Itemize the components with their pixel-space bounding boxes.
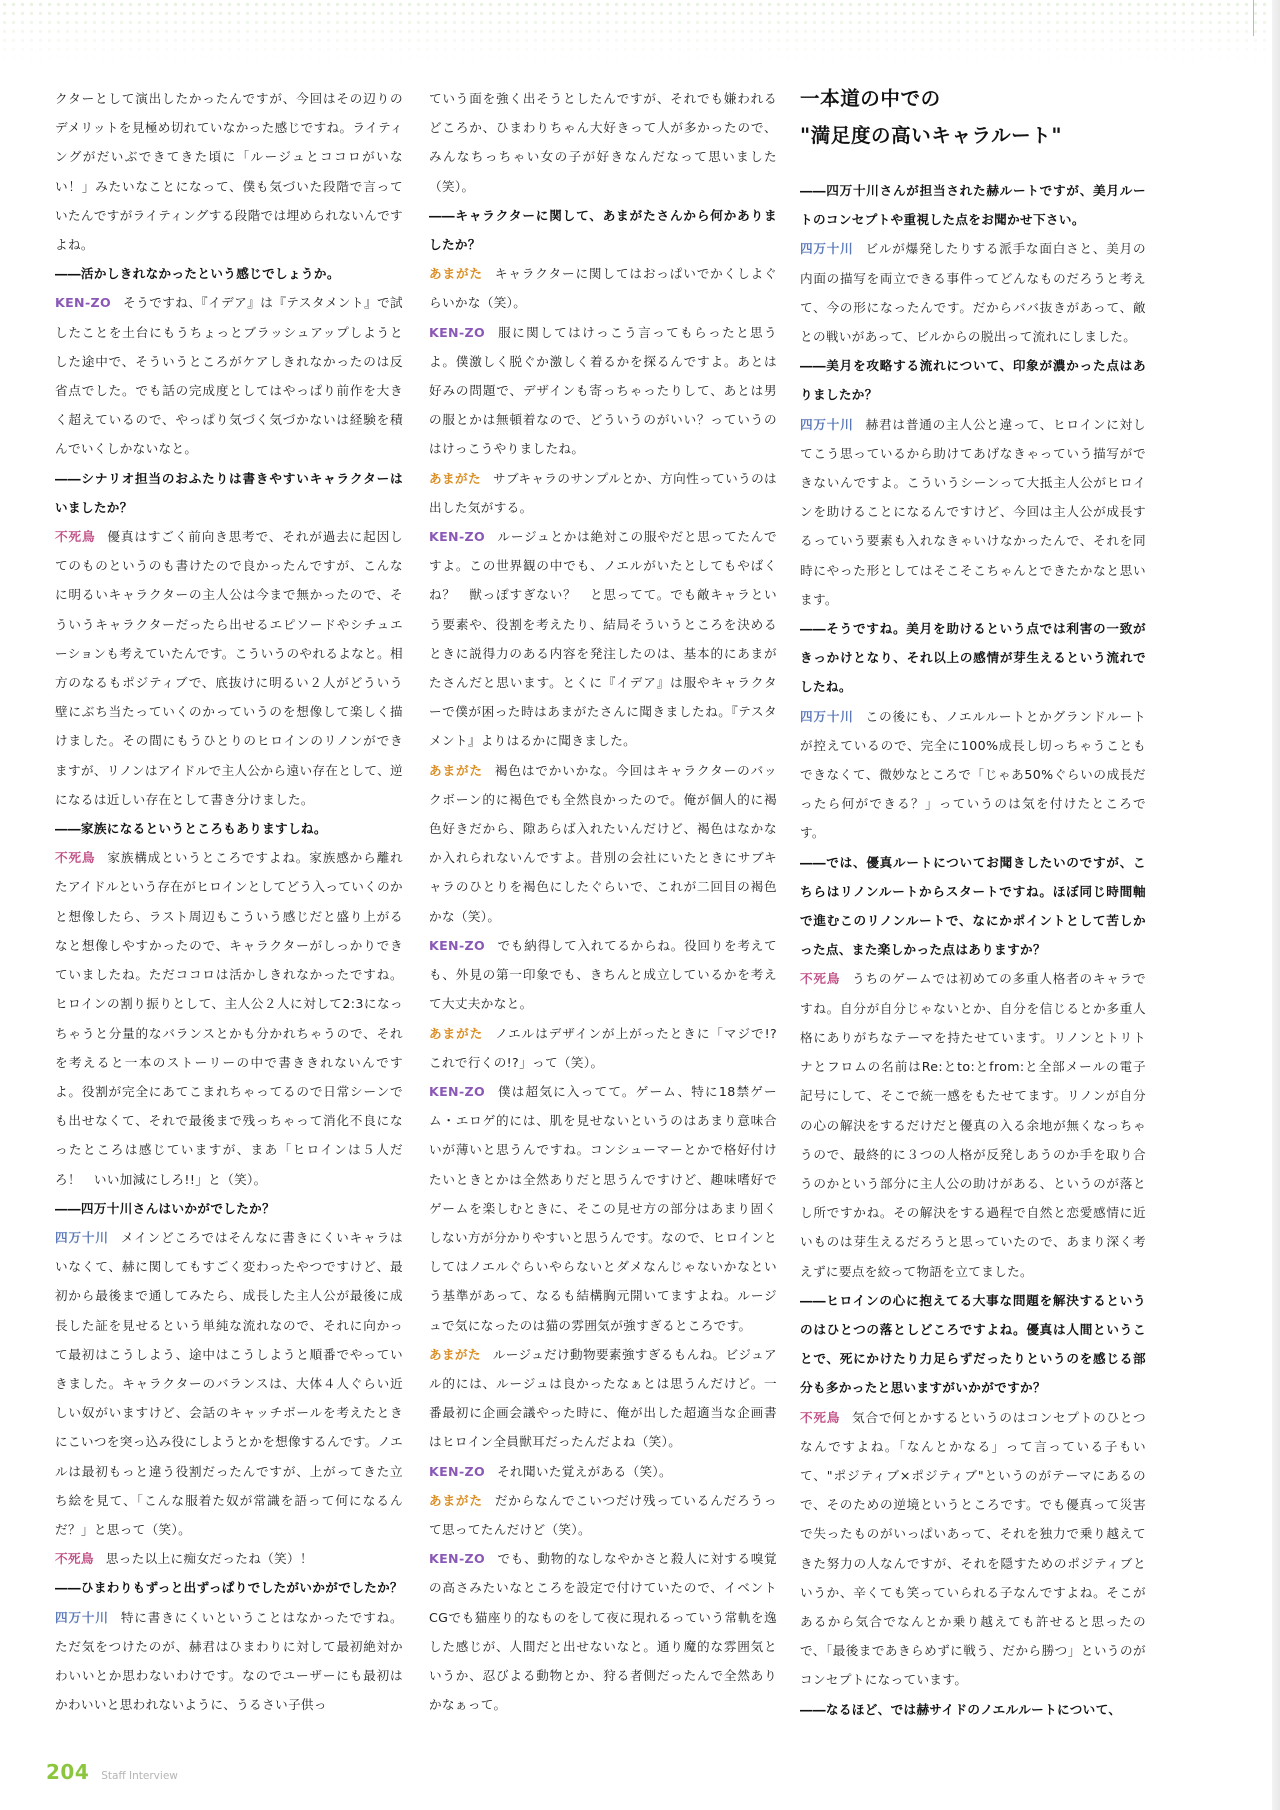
speaker-label: 不死鳥: [800, 1409, 841, 1425]
answer-text: でも納得して入れてるからね。役回りを考えても、外見の第一印象でも、きちんと成立しているかを考えて大丈夫かなと。: [429, 937, 777, 1012]
interviewer-question: ――では、優真ルートについてお聞きしたいのですが、こちらはリノンルートからスタートですね。ほぼ同じ時間軸で進むこのリノンルートで、なにかポイントとして苦しかった点、また楽しかった点はありますか？: [800, 854, 1146, 958]
interviewer-question: ――活かしきれなかったという感じでしょうか。: [55, 266, 340, 282]
speaker-label: 不死鳥: [55, 850, 96, 866]
answer: [55, 522, 403, 814]
speaker-label: あまがた: [429, 266, 483, 282]
answer-text: メインどころではそんなに書きにくいキャラはいなくて、赫に関してもすごく変わったやつですけど、最初から最後まで通してみたら、成長した主人公が最後に成長した証を見せるという単純な流れなので、それに向かって最初はこうしよう、途中はこうしようと順番でやっていきました。キャラクターのバランスは、大体４人ぐらい近しい奴がいますけど、会話のキャッチボールを考えたときにこいつを突っ込み役にしようとかを想像するんです。ノエルは最初もっと違う役割だったんですが、上がってきた立ち絵を見て、「こんな服着た奴が常識を語って何になるんだ？」と思って（笑）。: [55, 1229, 403, 1537]
speaker-label: KEN-ZO: [429, 1463, 486, 1479]
section-heading: [800, 80, 1146, 154]
speaker-label: 不死鳥: [55, 529, 96, 545]
answer-text: でも、動物的なしなやかさと殺人に対する嗅覚の高さみたいなところを設定で付けていたので、イベントCGでも猫座り的なものをして夜に現れるっていう常軌を逸した感じが、人間だと出せないなと。通り魔的な雰囲気というか、忍びよる動物とか、狩る者側だったんで全然ありかなぁって。: [429, 1551, 777, 1713]
speaker-label: KEN-ZO: [429, 1083, 486, 1099]
interviewer-question: ――ヒロインの心に抱えてる大事な問題を解決するというのはひとつの落としどころですよね。優真は人間ということで、死にかけたり力足らずだったりというのを感じる部分も多かったと思いますがいかがですか？: [800, 1292, 1146, 1396]
answer: [55, 288, 403, 463]
answer-text: ルージュとかは絶対この服やだと思ってたんですよ。この世界観の中でも、ノエルがいたとしてもやばくね？ 獣っぽすぎない？ と思ってて。でも敵キャラという要素や、役割を考えたり、結局そういうところを決めるときに説得力のある内容を発注したのは、基本的にあまがたさんだと思います。とくに『イデア』は服やキャラクターで僕が困った時はあまがたさんに聞きましたね。『テスタメント』よりはるかに聞きました。: [429, 529, 777, 749]
interviewer-question: ――四万十川さんが担当された赫ルートですが、美月ルートのコンセプトや重視した点をお聞かせ下さい。: [800, 183, 1146, 228]
page-number: 204: [46, 1760, 90, 1784]
answer: [429, 1457, 777, 1486]
answer: [429, 931, 777, 1019]
answer-text: 褐色はでかいかな。今回はキャラクターのバックボーン的に褐色でも全然良かったので。俺が個人的に褐色好きだから、隙あらば入れたいんだけど、褐色はなかなか入れられないんですよ。昔別の会社にいたときにサブキャラのひとりを褐色にしたぐらいで、これが二回目の褐色かな（笑）。: [429, 762, 777, 924]
answer-text: この後にも、ノエルルートとかグランドルートが控えているので、完全に100%成長し切っちゃうこともできなくて、微妙なところで「じゃあ50%ぐらいの成長だったら何ができる？」っていうのは気を付けたところです。: [800, 708, 1146, 841]
text-column-2: [429, 84, 790, 1719]
speaker-label: あまがた: [429, 1492, 483, 1508]
answer: [55, 1223, 403, 1544]
page-edge-shadow: [1272, 0, 1280, 1810]
speaker-label: 四万十川: [800, 416, 854, 432]
answer: [429, 1019, 790, 1077]
answer-text: ビルが爆発したりする派手な面白さと、美月の内面の描写を両立できる事件ってどんなものだろうと考えて、今の形になったんです。だからババ抜きがあって、敵との戦いがあって、ビルからの脱出って流れにしました。: [800, 241, 1146, 345]
answer-text: それ聞いた覚えがある（笑）。: [497, 1463, 672, 1479]
speaker-label: KEN-ZO: [429, 1551, 486, 1567]
answer: [800, 410, 1146, 614]
speaker-label: 四万十川: [55, 1229, 109, 1245]
page-corner-mark: [1253, 0, 1254, 36]
interviewer-question: ――ひまわりもずっと出ずっぱりでしたがいかがでしたか？: [55, 1580, 403, 1596]
header-dot-fade: [0, 0, 1280, 62]
answer: [800, 1403, 1146, 1695]
answer-text: サブキャラのサンプルとか、方向性っていうのは出した気がする。: [429, 470, 777, 515]
answer: [429, 259, 777, 317]
speaker-label: KEN-ZO: [429, 529, 486, 545]
answer: [429, 464, 777, 522]
answer-text: そうですね、『イデア』は『テスタメント』で試したことを土台にもうちょっとブラッシュアップしようとした途中で、そういうところがケアしきれなかったのは反省点でした。でも話の完成度としてはやっぱり前作を大きく超えているので、やっぱり気づく気づかないは経験を積んでいくしかないなと。: [55, 295, 403, 457]
answer: [800, 702, 1146, 848]
speaker-label: 不死鳥: [55, 1551, 94, 1567]
answer-text: 優真はすごく前向き思考で、それが過去に起因してのものというのも書けたので良かったんですが、こんなに明るいキャラクターの主人公は今まで無かったので、そういうキャラクターだったら出せるエピソードやシチュエーションも考えていたんです。こういうのやれるよなと。相方のなるもポジティブで、底抜けに明るい２人がどういう壁にぶち当たっていくのかっていうのを想像して楽しく描けました。その間にもうひとりのヒロインのリノンができますが、リノンはアイドルで主人公から遠い存在として、逆になるは近しい存在として書き分けました。: [55, 529, 403, 807]
answer-text: 僕は超気に入ってて。ゲーム、特に18禁ゲーム・エロゲ的には、肌を見せないというのはあまり意味合いが薄いと思うんですね。コンシューマーとかで格好付けたいときとかは全然ありだと思うんですけど、趣味嗜好でゲームを楽しむときに、そこの見せ方の部分はあまり固くしない方が分かりやすいと思うんです。なので、ヒロインとしてはノエルぐらいやらないとダメなんじゃないかなという基準があって、なるも結構胸元開いてますよね。ルージュで気になったのは猫の雰囲気が強すぎるところです。: [429, 1083, 777, 1333]
answer-text: 思った以上に痴女だったね（笑）！: [105, 1551, 313, 1567]
answer: [429, 1340, 777, 1457]
text-column-1: [55, 84, 403, 1719]
speaker-label: 不死鳥: [800, 971, 841, 987]
speaker-label: KEN-ZO: [429, 324, 486, 340]
speaker-label: 四万十川: [800, 708, 854, 724]
answer-text: 家族構成というところですよね。家族感から離れたアイドルという存在がヒロインとしてどう入っていくのかと想像したら、ラスト周辺もこういう感じだと盛り上がるなと想像しやすかったので、キャラクターがしっかりできていましたね。ただココロは活かしきれなかったですね。ヒロインの割り振りとして、主人公２人に対して2:3になっちゃうと分量的なバランスとかも分かれちゃうので、それを考えると一本のストーリーの中で書ききれないんですよ。役割が完全にあてこまれちゃってるので日常シーンでも出せなくて、それで最後まで残っちゃって消化不良になったところは感じていますが、まあ「ヒロインは５人だろ！ いい加減にしろ!!」と（笑）。: [55, 850, 403, 1187]
answer: [429, 1544, 777, 1719]
answer: [429, 1077, 777, 1340]
section-heading-line-1: 一本道の中での: [800, 87, 941, 110]
interviewer-question: ――四万十川さんはいかがでしたか？: [55, 1200, 276, 1216]
answer: [429, 522, 777, 756]
speaker-label: 四万十川: [800, 241, 854, 257]
answer-text: ルージュだけ動物要素強すぎるもんね。ビジュアル的には、ルージュは良かったなぁとは思うんだけど。一番最初に企画会議やった時に、俺が出した超適当な企画書はヒロイン全員獣耳だったんだよね（笑）。: [429, 1346, 777, 1450]
answer-text: キャラクターに関してはおっぱいでかくしよぐらいかな（笑）。: [429, 266, 777, 311]
paragraph: クターとして演出したかったんですが、今回はその辺りのデメリットを見極め切れていなかった感じですね。ライティングがだいぶできてきた頃に「ルージュとココロがいない！」みたいなことになって、僕も気づいた段階で言っていたんですがライティングする段階では埋められないんですよね。: [55, 91, 403, 253]
speaker-label: あまがた: [429, 1346, 481, 1362]
interviewer-question: ――美月を攻略する流れについて、印象が濃かった点はありましたか？: [800, 358, 1146, 403]
interviewer-question: ――シナリオ担当のおふたりは書きやすいキャラクターはいましたか？: [55, 470, 403, 515]
interviewer-question: ――キャラクターに関して、あまがたさんから何かありましたか？: [429, 207, 777, 253]
speaker-label: KEN-ZO: [429, 937, 486, 953]
interviewer-question: ――そうですね。美月を助けるという点では利害の一致がきっかけとなり、それ以上の感情が芽生えるという流れでしたね。: [800, 621, 1146, 695]
answer: [800, 964, 1146, 1285]
answer: [55, 843, 403, 1193]
answer: [429, 318, 777, 464]
speaker-label: 四万十川: [55, 1609, 109, 1625]
answer: [429, 756, 777, 931]
answer: [55, 1603, 403, 1720]
answer-text: ノエルはデザインが上がったときに「マジで!? これで行くの!?」って（笑）。: [429, 1025, 790, 1070]
interviewer-question: ――家族になるというところもありますしね。: [55, 821, 327, 837]
paragraph: ていう面を強く出そうとしたんですが、それでも嫌われるどころか、ひまわりちゃん大好きって人が多かったので、みんなちっちゃい女の子が好きなんだなって思いました（笑）。: [429, 91, 777, 194]
answer: [55, 1544, 403, 1573]
answer-text: 服に関してはけっこう言ってもらったと思うよ。僕激しく脱ぐか激しく着るかを探るんですよ。あとは好みの問題で、デザインも寄っちゃったりして、あとは男の服とかは無頓着なので、どういうのがいい？っていうのはけっこうやりましたね。: [429, 324, 777, 457]
interviewer-question: ――なるほど、では赫サイドのノエルルートについて、: [800, 1701, 1122, 1717]
answer-text: 特に書きにくいということはなかったですね。ただ気をつけたのが、赫君はひまわりに対して最初絶対かわいいとか思わないわけです。なのでユーザーにも最初はかわいいと思われないように、うるさい子供っ: [55, 1609, 403, 1713]
page-footer: [46, 1760, 178, 1784]
answer-text: 赫君は普通の主人公と違って、ヒロインに対してこう思っているから助けてあげなきゃっていう描写ができないんですよ。こういうシーンって大抵主人公がヒロインを助けることになるんですけど、今回は主人公が成長するっていう要素も入れなきゃいけなかったんで、それを同時にやった形としてはそこそこちゃんとできたかなと思います。: [800, 416, 1146, 607]
answer: [429, 1486, 777, 1544]
speaker-label: あまがた: [429, 470, 481, 486]
text-column-3: [800, 80, 1146, 1724]
answer-text: 気合で何とかするというのはコンセプトのひとつなんですよね。「なんとかなる」って言っている子もいて、"ポジティブ×ポジティブ"というのがテーマにあるので、そのための逆境というところです。でも優真って災害で失ったものがいっぱいあって、それを独力で乗り越えてきた努力の人なんですが、それを隠すためのポジティブというか、辛くても笑っていられる子なんですよね。そこがあるから気合でなんとか乗り越えても許せると思ったので、「最後まであきらめずに戦う、だから勝つ」というのがコンセプトになっています。: [800, 1409, 1146, 1688]
answer-text: うちのゲームでは初めての多重人格者のキャラですね。自分が自分じゃないとか、自分を信じるとか多重人格にありがちなテーマを持たせています。リノンとトリトナとフロムの名前はRe:とto:とfrom:と全部メールの電子記号にして、そこで統一感をもたせてます。リノンが自分の心の解決をするだけだと優真の入る余地が無くなっちゃうので、最終的に３つの人格が反発しあうのか手を取り合うのかという部分に主人公の助けがある、というのが落とし所ですかね。その解決をする過程で自然と恋愛感情に近いものは芽生えるだろうと思っていたので、あまり深く考えずに要点を絞って物語を立てました。: [800, 971, 1146, 1279]
speaker-label: あまがた: [429, 1025, 484, 1041]
answer: [800, 234, 1146, 351]
section-label: Staff Interview: [101, 1770, 178, 1782]
speaker-label: あまがた: [429, 762, 483, 778]
speaker-label: KEN-ZO: [55, 295, 112, 311]
answer-text: だからなんでこいつだけ残っているんだろうって思ってたんだけど（笑）。: [429, 1492, 777, 1537]
section-heading-line-2: "満足度の高いキャラルート": [800, 124, 1063, 147]
